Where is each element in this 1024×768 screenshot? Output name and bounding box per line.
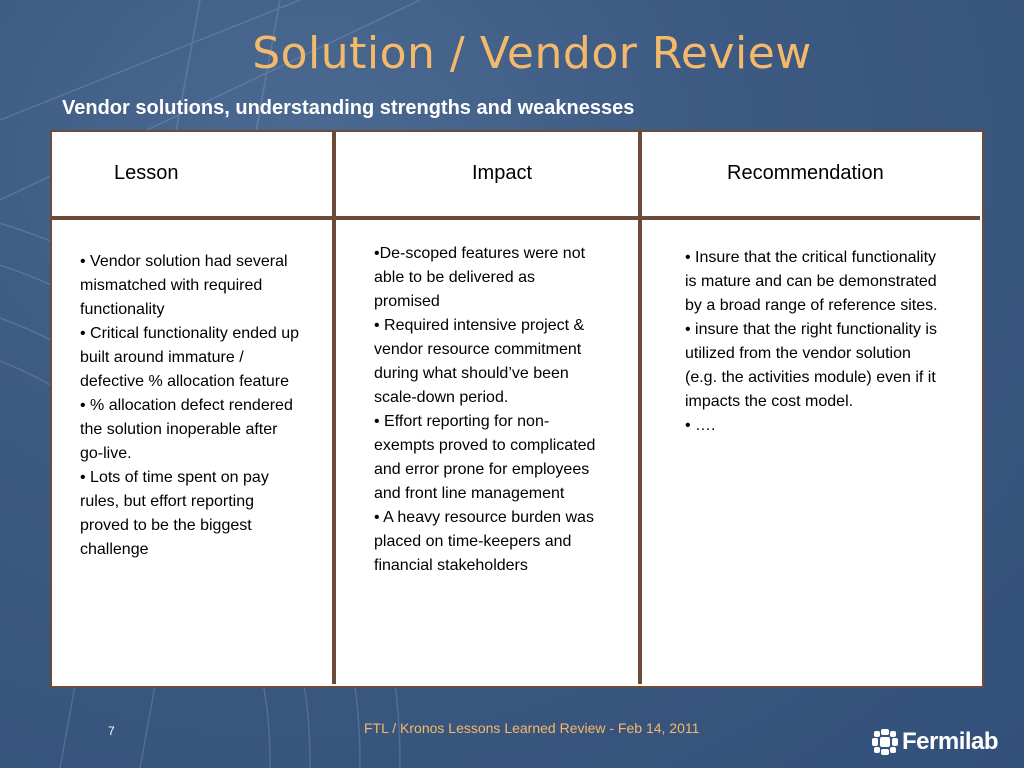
list-item: • Effort reporting for non-exempts proved to complicated and error prone for employees and front line management (374, 413, 596, 502)
list-item: • A heavy resource burden was placed on time-keepers and financial stakeholders (374, 509, 594, 574)
column-header-recommendation: Recommendation (727, 162, 884, 184)
header-separator (52, 216, 980, 220)
column-separator (638, 132, 642, 684)
list-item: • insure that the right functionality is utilized from the vendor solution (e.g. the activities module) even if it impacts the cost model. (685, 321, 937, 410)
lessons-table (50, 130, 984, 688)
slide-subtitle: Vendor solutions, understanding strengths and weaknesses (62, 97, 635, 119)
footer-text: FTL / Kronos Lessons Learned Review - Feb 14, 2011 (364, 720, 700, 736)
fermilab-logo-icon (872, 729, 898, 755)
fermilab-logo (872, 728, 998, 756)
recommendation-cell (685, 246, 943, 438)
list-item: • Vendor solution had several mismatched with required functionality (80, 253, 288, 318)
lesson-cell (80, 250, 302, 562)
list-item: • % allocation defect rendered the solution inoperable after go-live. (80, 397, 293, 462)
column-separator (332, 132, 336, 684)
list-item: •De-scoped features were not able to be delivered as promised (374, 245, 586, 310)
list-item: • Critical functionality ended up built around immature / defective % allocation feature (80, 325, 300, 390)
list-item: • Required intensive project & vendor resource commitment during what should’ve been scale-down period. (374, 317, 585, 406)
column-header-lesson: Lesson (114, 162, 179, 184)
slide-number: 7 (108, 724, 115, 738)
list-item: • Insure that the critical functionality is mature and can be demonstrated by a broad range of reference sites. (685, 249, 938, 314)
list-item: • Lots of time spent on pay rules, but effort reporting proved to be the biggest challenge (80, 469, 269, 558)
impact-cell (374, 242, 602, 578)
slide-title: Solution / Vendor Review (252, 28, 812, 79)
list-item: • …. (685, 417, 716, 434)
column-header-impact: Impact (472, 162, 533, 184)
logo-text: Fermilab (902, 728, 999, 755)
